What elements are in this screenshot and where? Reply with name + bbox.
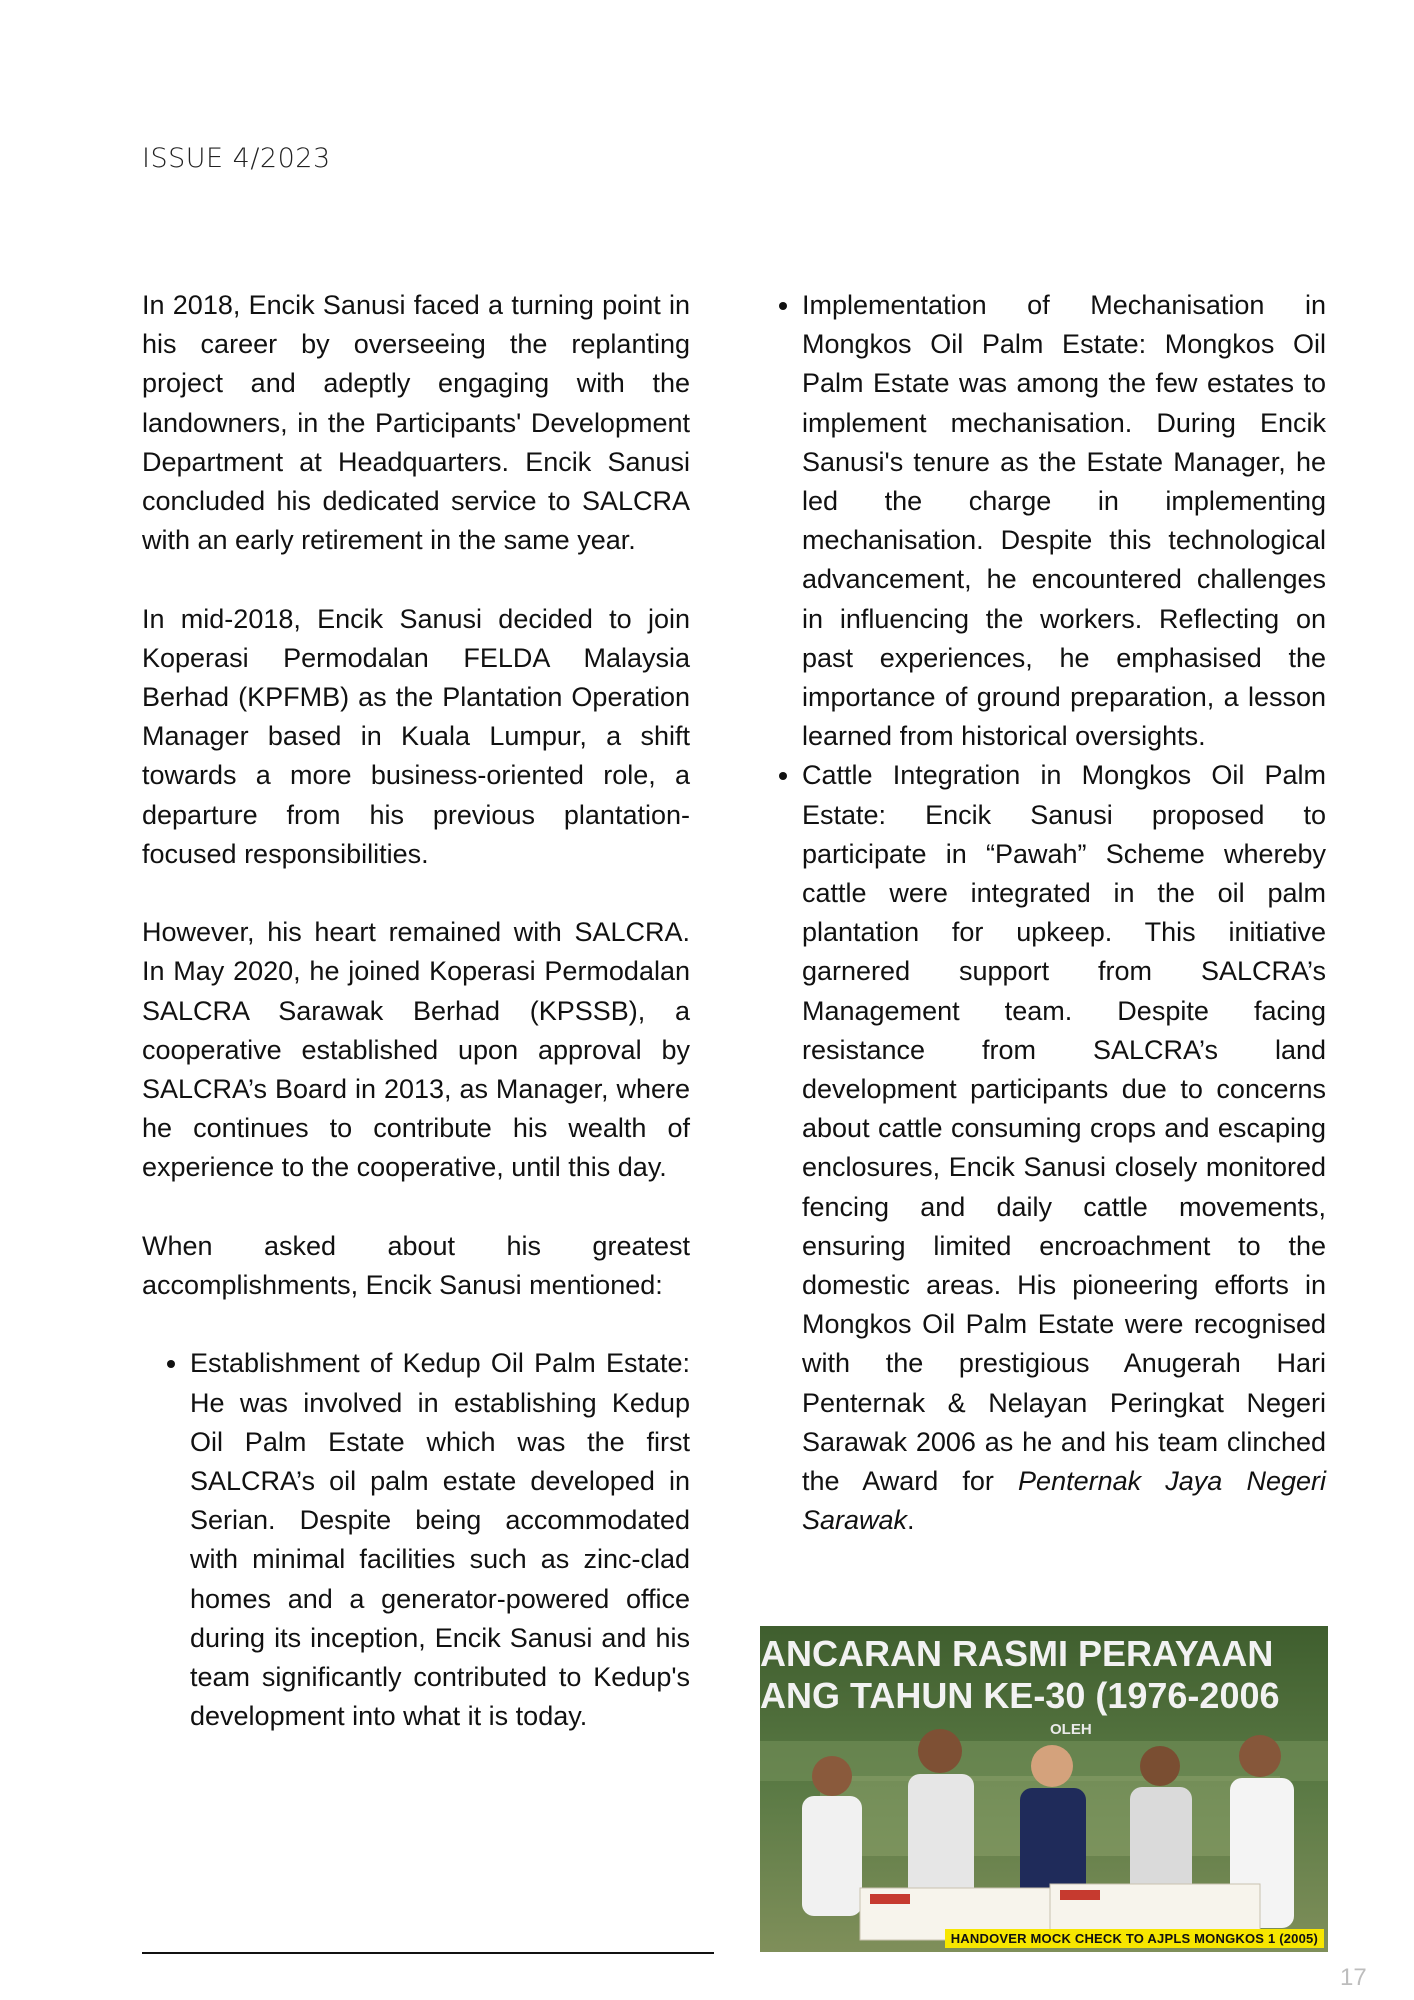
banner-line-1: ANCARAN RASMI PERAYAAN [760,1633,1274,1674]
event-photo [760,1626,1328,1952]
left-column [142,286,690,1736]
photo-caption: HANDOVER MOCK CHECK TO AJPLS MONGKOS 1 (2005) [945,1929,1324,1948]
paragraph-accomplishments-intro: When asked about his greatest accomplishments, Encik Sanusi mentioned: [142,1230,690,1301]
issue-label: ISSUE 4/2023 [142,143,331,174]
banner-oleh: OLEH [1050,1721,1092,1738]
banner-line-2: ANG TAHUN KE-30 (1976-2006 [760,1675,1280,1716]
list-item-cattle-integration [802,756,1326,1540]
paragraph-kpfmb: In mid-2018, Encik Sanusi decided to join Koperasi Permodalan FELDA Malaysia Berhad (KPFMB) as the Plantation Operation Manager based in Kuala Lumpur, a shift towards a more business-oriented role, a departure from his previous plantation-focused responsibilities. [142,603,690,869]
page-number: 17 [1340,1964,1367,1991]
accomplishments-list-right [760,286,1326,1541]
paragraph-kpssb: However, his heart remained with SALCRA. In May 2020, he joined Koperasi Permodalan SALCRA Sarawak Berhad (KPSSB), a cooperative established upon approval by SALCRA’s Board in 2013, as Manager, where he continues to contribute his wealth of experience to the cooperative, until this day. [142,917,690,1183]
list-item-kedup: • Establishment of Kedup Oil Palm Estate: He was involved in establishing Kedup Oil Palm Estate which was the first SALCRA’s oil palm estate developed in Serian. Despite being accommodated with minimal facilities such as zinc-clad homes and a generator-powered office during its inception, Encik Sanusi and his team significantly contributed to Kedup's development into what it is today. [190,1344,690,1736]
award-name: Penternak Jaya Negeri Sarawak [802,1466,1326,1536]
event-photo-illustration [760,1626,1328,1952]
cattle-text: Cattle Integration in Mongkos Oil Palm Estate: Encik Sanusi proposed to participate in “Pawah” Scheme whereby cattle were integrated in the oil palm plantation for upkeep. This initiative garnered support from SALCRA’s Management team. Despite facing resistance from SALCRA’s land development participants due to concerns about cattle consuming crops and escaping enclosures, Encik Sanusi closely monitored fencing and daily cattle movements, ensuring limited encroachment to the domestic areas. His pioneering efforts in Mongkos Oil Palm Estate were recognised with the prestigious Anugerah Hari Penternak & Nelayan Peringkat Negeri Sarawak 2006 as he and his team clinched the Award for [802,760,1326,1497]
cattle-text-end: . [907,1505,915,1536]
paragraph-turning-point: In 2018, Encik Sanusi faced a turning point in his career by overseeing the replanting project and adeptly engaging with the landowners, in the Participants' Development Department at Headquarters. Encik Sanusi concluded his dedicated service to SALCRA with an early retirement in the same year. [142,290,690,556]
column-divider-line [142,1952,714,1954]
right-column [760,286,1326,1541]
accomplishments-list-left [142,1344,690,1736]
list-item-mechanisation: • Implementation of Mechanisation in Mongkos Oil Palm Estate: Mongkos Oil Palm Estate was among the few estates to implement mechanisation. During Encik Sanusi's tenure as the Estate Manager, he led the charge in implementing mechanisation. Despite this technological advancement, he encountered challenges in influencing the workers. Reflecting on past experiences, he emphasised the importance of ground preparation, a lesson learned from historical oversights. [802,286,1326,756]
